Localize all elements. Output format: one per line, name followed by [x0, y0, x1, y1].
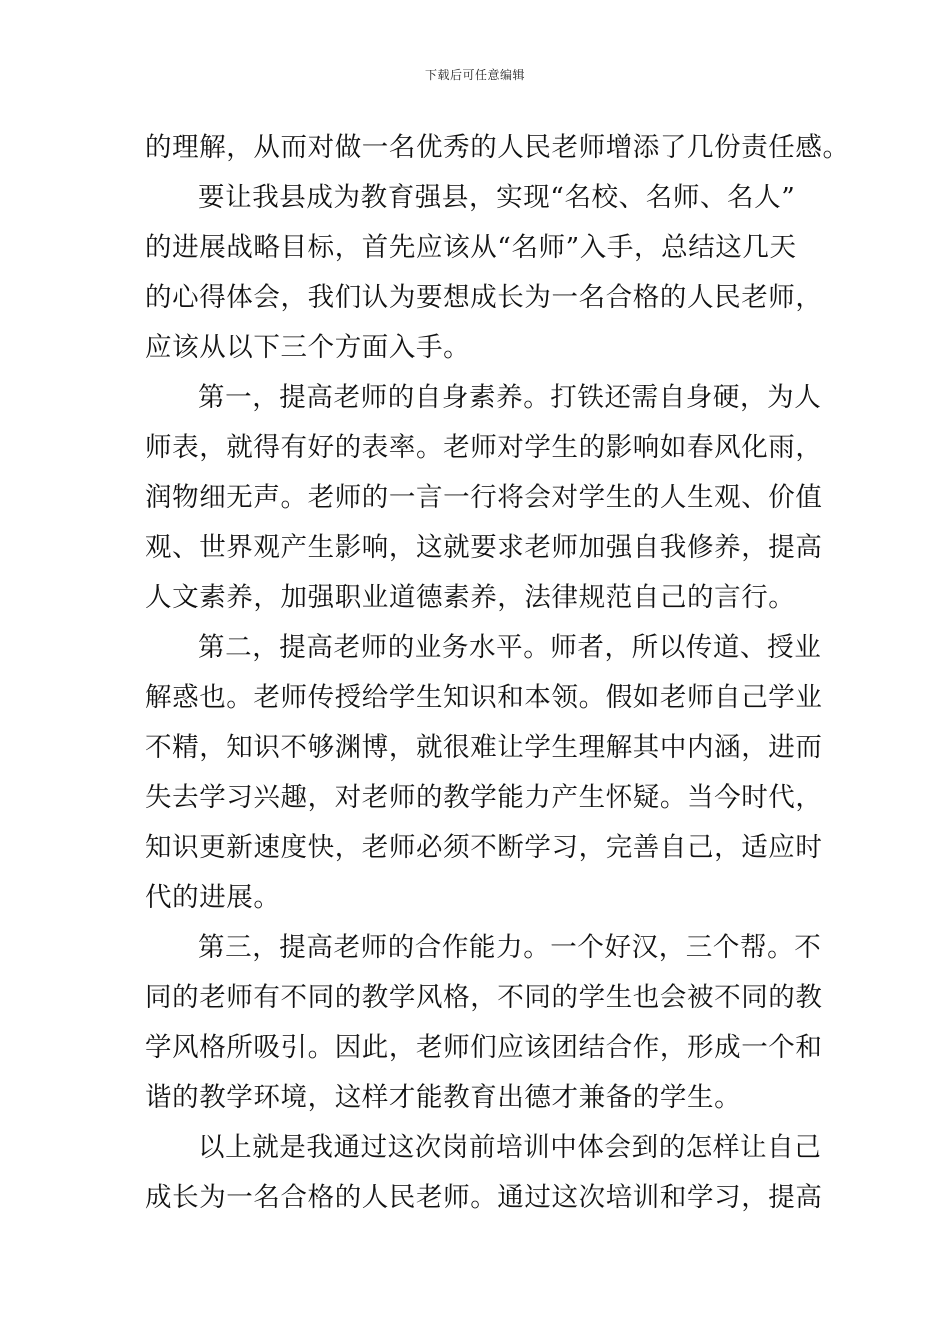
paragraph-start-line: 以上就是我通过这次岗前培训中体会到的怎样让自己	[198, 1132, 822, 1163]
text-line: 谐的教学环境，这样才能教育出德才兼备的学生。	[145, 1082, 742, 1113]
paragraph-start-line: 第三，提高老师的合作能力。一个好汉，三个帮。不	[198, 932, 822, 963]
text-line: 不精，知识不够渊博，就很难让学生理解其中内涵，进而	[145, 732, 823, 763]
text-line: 的理解，从而对做一名优秀的人民老师增添了几份责任感。	[145, 132, 850, 163]
text-line: 知识更新速度快，老师必须不断学习，完善自己，适应时	[145, 832, 823, 863]
text-line: 应该从以下三个方面入手。	[145, 332, 471, 363]
text-line: 失去学习兴趣，对老师的教学能力产生怀疑。当今时代，	[145, 782, 823, 813]
text-line: 成长为一名合格的人民老师。通过这次培训和学习，提高	[145, 1182, 823, 1213]
document-body	[145, 123, 850, 1223]
text-line: 解惑也。老师传授给学生知识和本领。假如老师自己学业	[145, 682, 823, 713]
text-line: 人文素养，加强职业道德素养，法律规范自己的言行。	[145, 582, 796, 613]
paragraph-start-line: 第二，提高老师的业务水平。师者，所以传道、授业	[198, 632, 822, 663]
text-line: 师表，就得有好的表率。老师对学生的影响如春风化雨，	[145, 432, 823, 463]
paragraph-start-line: 要让我县成为教育强县，实现“名校、名师、名人”	[198, 182, 796, 213]
text-line: 的进展战略目标，首先应该从“名师”入手，总结这几天	[145, 232, 797, 263]
text-line: 学风格所吸引。因此，老师们应该团结合作，形成一个和	[145, 1032, 823, 1063]
text-line: 同的老师有不同的教学风格，不同的学生也会被不同的教	[145, 982, 823, 1013]
text-line: 润物细无声。老师的一言一行将会对学生的人生观、价值	[145, 482, 823, 513]
text-line: 观、世界观产生影响，这就要求老师加强自我修养，提高	[145, 532, 823, 563]
page-header: 下载后可任意编辑	[424, 68, 525, 82]
paragraph-start-line: 第一，提高老师的自身素养。打铁还需自身硬，为人	[198, 382, 822, 413]
text-line: 的心得体会，我们认为要想成长为一名合格的人民老师，	[145, 282, 823, 313]
text-line: 代的进展。	[145, 882, 281, 913]
